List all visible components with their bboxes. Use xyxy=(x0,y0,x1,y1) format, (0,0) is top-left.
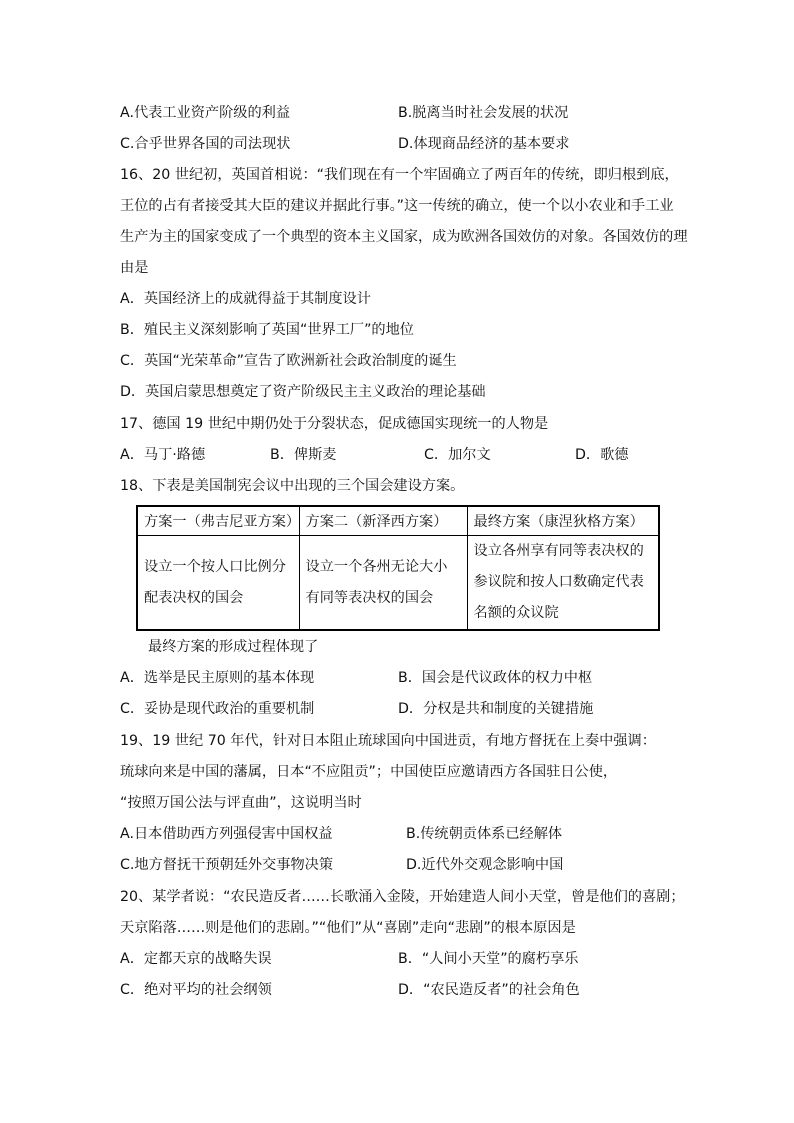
table-cell-final-plan: 设立各州享有同等表决权的参议院和按人口数确定代表名额的众议院 xyxy=(467,536,659,631)
q19-stem-line-1: 19、19 世纪 70 年代，针对日本阻止琉球国向中国进贡，有地方督抚在上奏中强调： xyxy=(120,733,656,749)
table-cell-plan-1: 设立一个按人口比例分配表决权的国会 xyxy=(137,536,299,631)
q16-stem-line-2: 王位的占有者接受其大臣的建议并据此行事。”这一传统的确立，使一个以小农业和手工业 xyxy=(120,198,674,214)
q18-option-d: D．分权是共和制度的关键措施 xyxy=(398,701,594,717)
q18-after-table: 最终方案的形成过程体现了 xyxy=(148,639,319,655)
table-header-plan-1: 方案一（弗吉尼亚方案） xyxy=(137,506,299,536)
table-cell-plan-2: 设立一个各州无论大小有同等表决权的国会 xyxy=(299,536,467,631)
q19-option-b: B.传统朝贡体系已经解体 xyxy=(406,826,563,842)
q19-option-c: C.地方督抚干预朝廷外交事物决策 xyxy=(120,857,334,873)
q17-option-c: C．加尔文 xyxy=(424,447,491,463)
q17-option-d: D．歌德 xyxy=(575,447,629,463)
q20-stem-line-2: 天京陷落……则是他们的悲剧。”“他们”从“喜剧”走向“悲剧”的根本原因是 xyxy=(120,920,576,936)
q16-option-b: B．殖民主义深刻影响了英国“世界工厂”的地位 xyxy=(120,322,414,338)
q16-stem-line-3: 生产为主的国家变成了一个典型的资本主义国家，成为欧洲各国效仿的对象。各国效仿的理 xyxy=(120,229,688,245)
q20-option-c: C．绝对平均的社会纲领 xyxy=(120,982,272,998)
q18-option-b: B．国会是代议政体的权力中枢 xyxy=(398,670,593,686)
q20-option-d: D．“农民造反者”的社会角色 xyxy=(398,982,580,998)
table-header-final-plan: 最终方案（康涅狄格方案） xyxy=(467,506,659,536)
q15-option-b: B.脱离当时社会发展的状况 xyxy=(398,105,569,121)
q16-option-a: A．英国经济上的成就得益于其制度设计 xyxy=(120,291,371,307)
q15-option-a: A.代表工业资产阶级的利益 xyxy=(120,105,291,121)
q17-stem: 17、德国 19 世纪中期仍处于分裂状态，促成德国实现统一的人物是 xyxy=(120,416,549,432)
q19-stem-line-2: 琉球向来是中国的藩属，日本“不应阻贡”；中国使臣应邀请西方各国驻日公使， xyxy=(120,764,618,780)
q17-option-b: B．俾斯麦 xyxy=(270,447,337,463)
table-header-row xyxy=(137,506,659,536)
q20-option-a: A．定都天京的战略失误 xyxy=(120,951,272,967)
q17-option-a: A．马丁·路德 xyxy=(120,447,206,463)
q16-option-d: D．英国启蒙思想奠定了资产阶级民主主义政治的理论基础 xyxy=(120,384,486,400)
q15-option-c: C.合乎世界各国的司法现状 xyxy=(120,136,291,152)
congress-plans-table xyxy=(136,505,660,631)
q16-stem-line-4: 由是 xyxy=(120,260,149,276)
q19-stem-line-3: “按照万国公法与评直曲”，这说明当时 xyxy=(120,795,362,811)
table-row xyxy=(137,536,659,631)
table-header-plan-2: 方案二（新泽西方案） xyxy=(299,506,467,536)
q15-option-d: D.体现商品经济的基本要求 xyxy=(398,136,570,152)
q18-option-a: A．选举是民主原则的基本体现 xyxy=(120,670,315,686)
q18-stem: 18、下表是美国制宪会议中出现的三个国会建设方案。 xyxy=(120,478,465,494)
q20-option-b: B．“人间小天堂”的腐朽享乐 xyxy=(398,951,579,967)
q16-option-c: C．英国“光荣革命”宣告了欧洲新社会政治制度的诞生 xyxy=(120,353,457,369)
q16-stem-line-1: 16、20 世纪初，英国首相说：“我们现在有一个牢固确立了两百年的传统，即归根到底， xyxy=(120,167,679,183)
q18-option-c: C．妥协是现代政治的重要机制 xyxy=(120,701,315,717)
q19-option-a: A.日本借助西方列强侵害中国权益 xyxy=(120,826,333,842)
q20-stem-line-1: 20、某学者说：“农民造反者……长歌涌入金陵，开始建造人间小天堂，曾是他们的喜剧； xyxy=(120,889,685,905)
q19-option-d: D.近代外交观念影响中国 xyxy=(406,857,564,873)
